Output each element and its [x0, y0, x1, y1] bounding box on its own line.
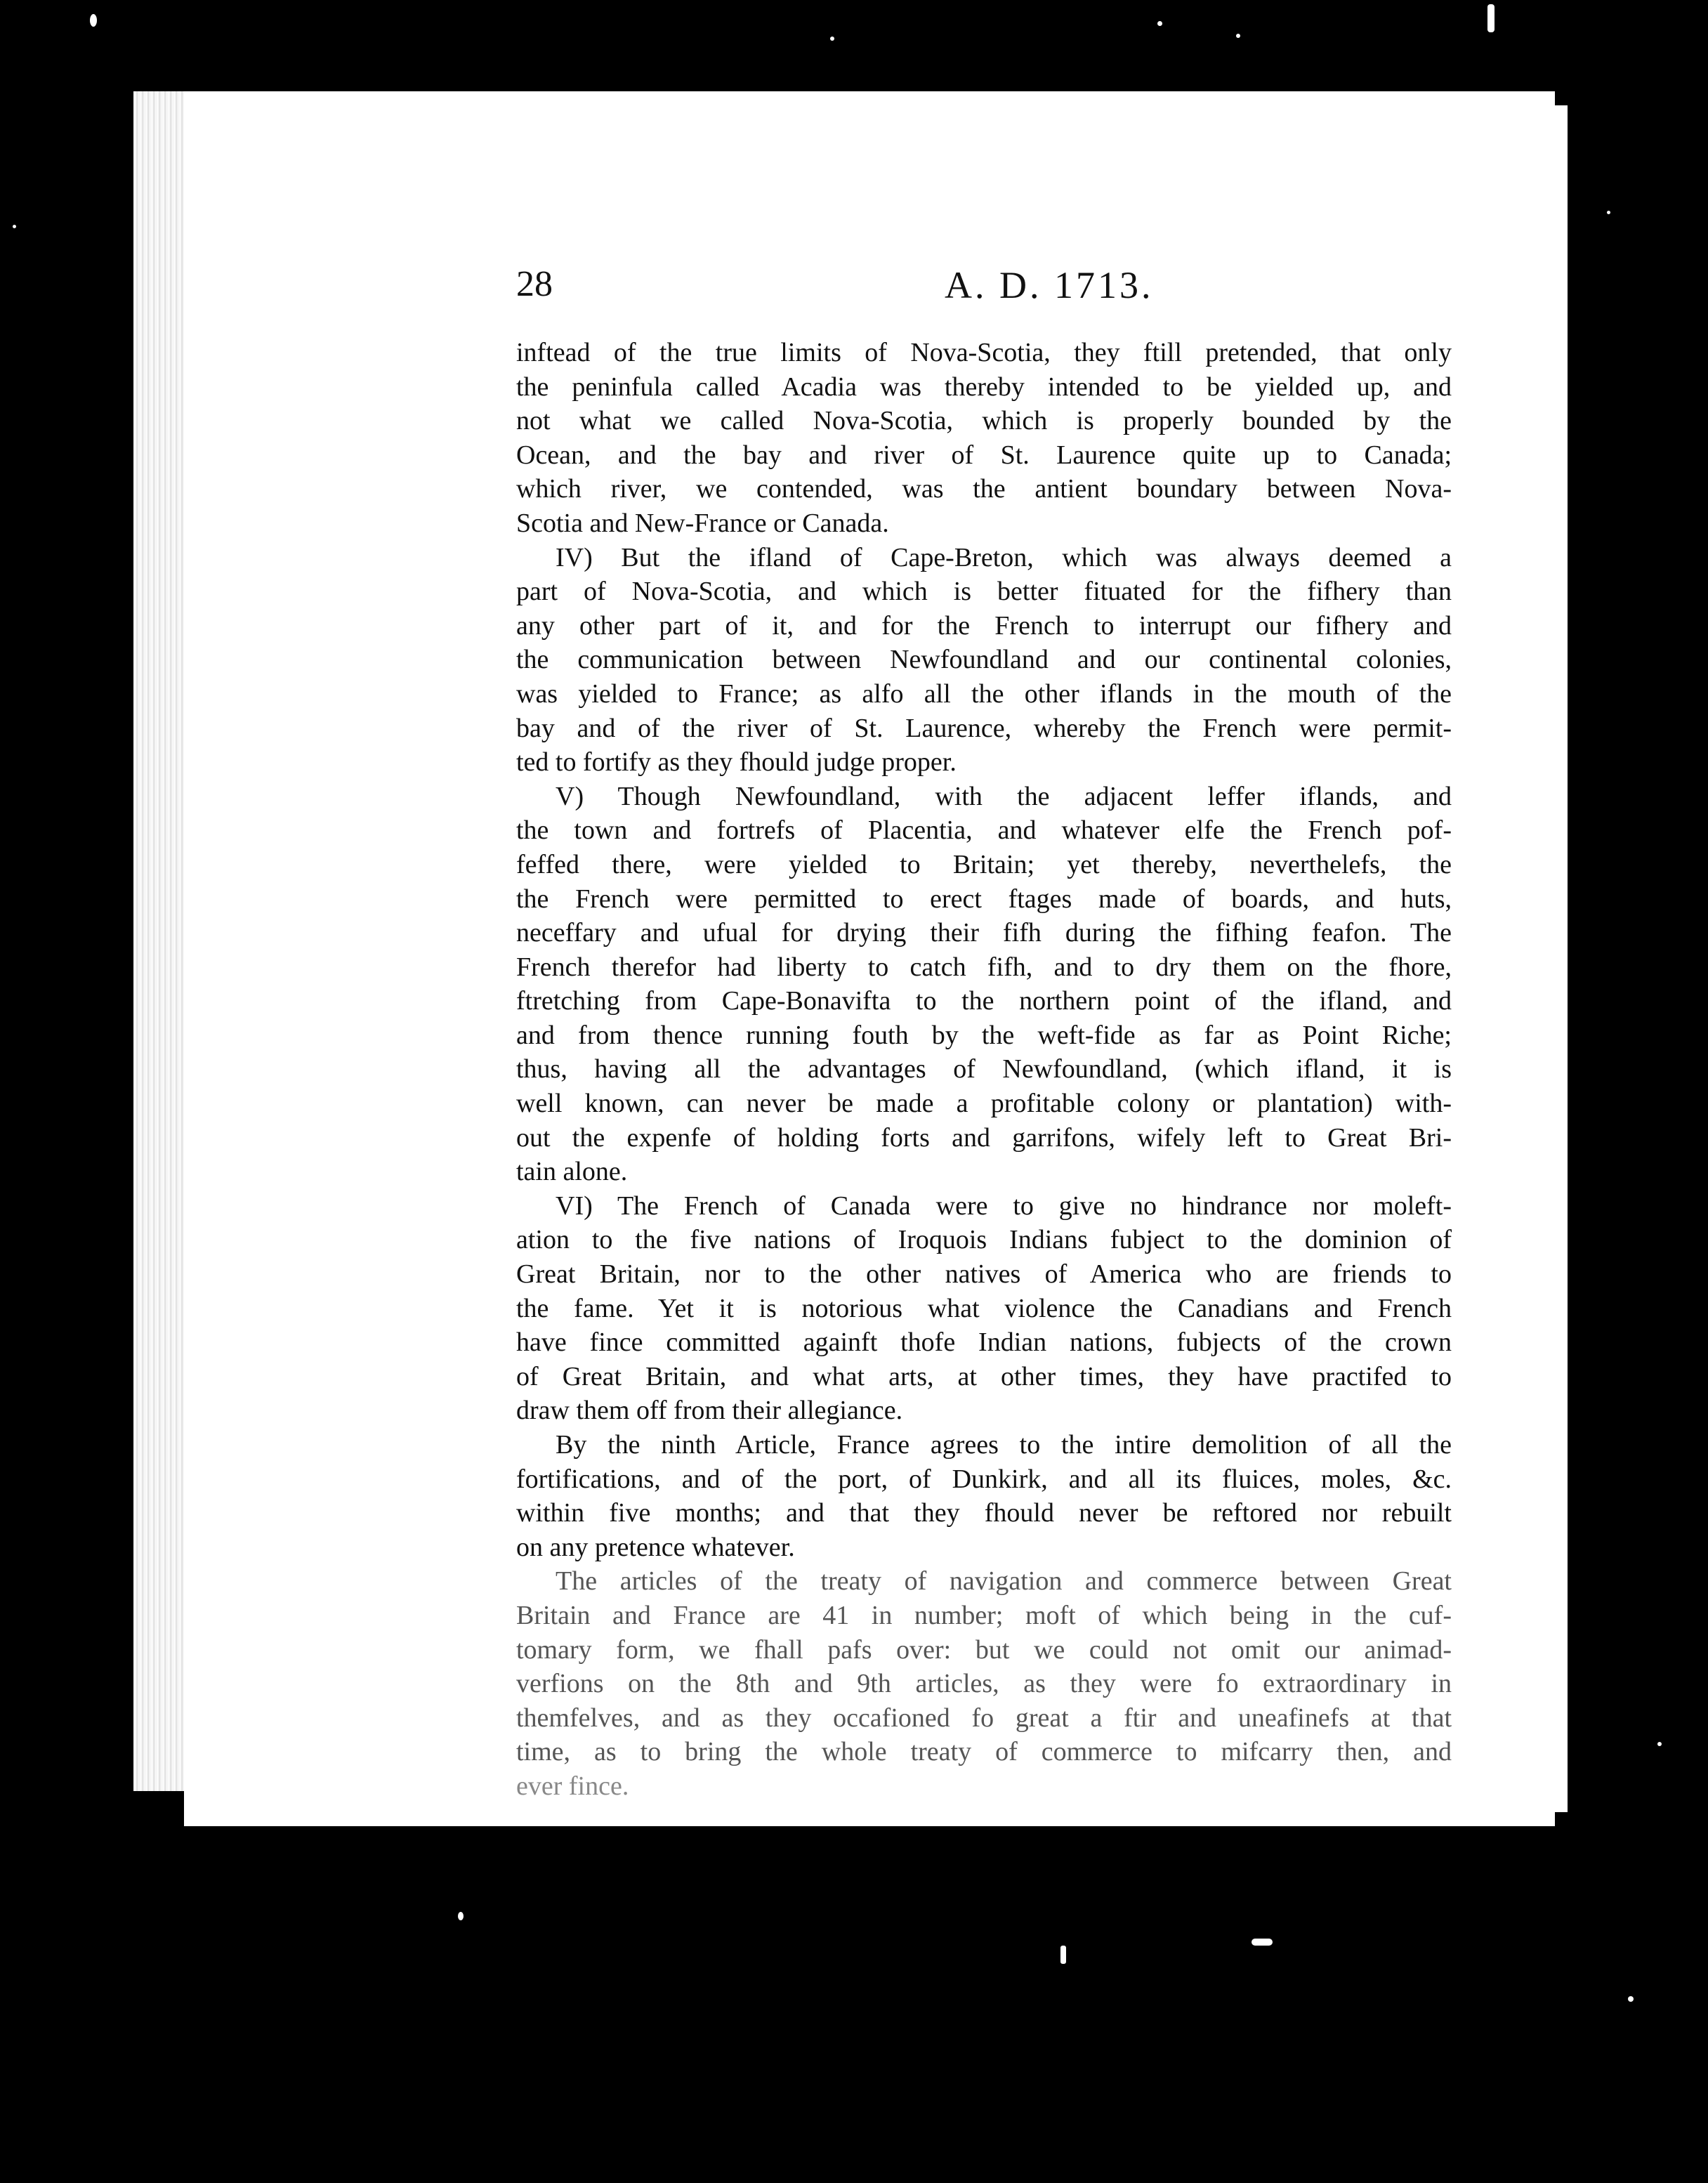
text-line: well known, can never be made a profitable colony or plantation) with-: [516, 1089, 1452, 1119]
text-line: which river, we contended, was the antient boundary between Nova-: [516, 474, 1452, 504]
text-line: thus, having all the advantages of Newfoundland, (which ifland, it is: [516, 1054, 1452, 1084]
book-edge: [133, 91, 186, 1791]
text-line: the town and fortrefs of Placentia, and whatever elfe the French pof-: [516, 815, 1452, 846]
text-line: out the expenfe of holding forts and garrifons, wifely left to Great Bri-: [516, 1122, 1452, 1153]
text-line: neceffary and ufual for drying their fifh during the fifhing feafon. The: [516, 918, 1452, 948]
text-line: the peninfula called Acadia was thereby intended to be yielded up, and: [516, 372, 1452, 402]
page-right-edge: [1553, 105, 1568, 1812]
text-line: have fince committed againft thofe Indian nations, fubjects of the crown: [516, 1328, 1452, 1358]
page-number: 28: [516, 264, 553, 304]
scan-speck: [1487, 4, 1494, 32]
text-line: Great Britain, nor to the other natives of America who are friends to: [516, 1259, 1452, 1290]
scan-speck: [90, 14, 97, 27]
body-text: [516, 336, 1452, 1804]
text-line: Britain and France are 41 in number; moft of which being in the cuf-: [516, 1600, 1452, 1630]
text-line: any other part of it, and for the French to interrupt our fifhery and: [516, 610, 1452, 641]
text-line: inftead of the true limits of Nova-Scotia, they ftill pretended, that only: [516, 338, 1452, 367]
text-line: ation to the five nations of Iroquois Indians fubject to the dominion of: [516, 1225, 1452, 1255]
scan-speck: [1060, 1946, 1066, 1964]
text-line: Ocean, and the bay and river of St. Laurence quite up to Canada;: [516, 440, 1452, 470]
text-line: within five months; and that they fhould never be reftored nor rebuilt: [516, 1498, 1452, 1528]
text-line: French therefor had liberty to catch fifh, and to dry them on the fhore,: [516, 952, 1452, 982]
text-line: and from thence running fouth by the weft-fide as far as Point Riche;: [516, 1020, 1452, 1050]
text-line: verfions on the 8th and 9th articles, as they were fo extraordinary in: [516, 1669, 1452, 1699]
text-line: Scotia and New-France or Canada.: [516, 508, 889, 538]
text-line: VI) The French of Canada were to give no hindrance nor moleft-: [556, 1191, 1452, 1221]
text-line: was yielded to France; as alfo all the other iflands in the mouth of the: [516, 678, 1452, 709]
text-line: The articles of the treaty of navigation and commerce between Great: [556, 1566, 1452, 1597]
text-line: tain alone.: [516, 1157, 628, 1187]
text-line: part of Nova-Scotia, and which is better fituated for the fifhery than: [516, 577, 1452, 607]
text-line: not what we called Nova-Scotia, which is properly bounded by the: [516, 406, 1452, 436]
scan-speck: [1628, 1996, 1634, 2002]
text-line: tomary form, we fhall pafs over: but we could not omit our animad-: [516, 1634, 1452, 1665]
running-head: A. D. 1713.: [945, 264, 1154, 306]
text-line: the French were permitted to erect ftages made of boards, and huts,: [516, 884, 1452, 914]
text-line: ted to fortify as they fhould judge proper.: [516, 747, 957, 778]
text-line: bay and of the river of St. Laurence, whereby the French were permit-: [516, 713, 1452, 743]
scan-speck: [830, 37, 834, 41]
text-line: of Great Britain, and what arts, at other times, they have practifed to: [516, 1361, 1452, 1391]
page-header: [516, 263, 1480, 320]
scan-speck: [1236, 34, 1240, 38]
scan-speck: [1157, 21, 1162, 26]
scan-speck: [458, 1912, 464, 1920]
text-line: time, as to bring the whole treaty of commerce to mifcarry then, and: [516, 1737, 1452, 1767]
scan-speck: [13, 225, 16, 228]
text-line: fortifications, and of the port, of Dunkirk, and all its fluices, moles, &c.: [516, 1464, 1452, 1494]
text-line: the communication between Newfoundland and our continental colonies,: [516, 645, 1452, 675]
scan-speck: [1657, 1742, 1662, 1746]
text-line: feffed there, were yielded to Britain; yet thereby, neverthelefs, the: [516, 849, 1452, 879]
scan-speck: [1252, 1939, 1273, 1946]
text-line: draw them off from their allegiance.: [516, 1396, 903, 1426]
text-line: the fame. Yet it is notorious what violence the Canadians and French: [516, 1293, 1452, 1323]
text-line: By the ninth Article, France agrees to the intire demolition of all the: [556, 1430, 1452, 1460]
text-line: on any pretence whatever.: [516, 1532, 795, 1562]
text-line: themfelves, and as they occafioned fo great a ftir and uneafinefs at that: [516, 1703, 1452, 1733]
text-line: V) Though Newfoundland, with the adjacent leffer iflands, and: [556, 781, 1452, 811]
text-line: ever fince.: [516, 1771, 629, 1801]
scan-speck: [1607, 211, 1610, 214]
text-line: ftretching from Cape-Bonavifta to the northern point of the ifland, and: [516, 986, 1452, 1016]
text-line: IV) But the ifland of Cape-Breton, which was always deemed a: [556, 542, 1452, 572]
